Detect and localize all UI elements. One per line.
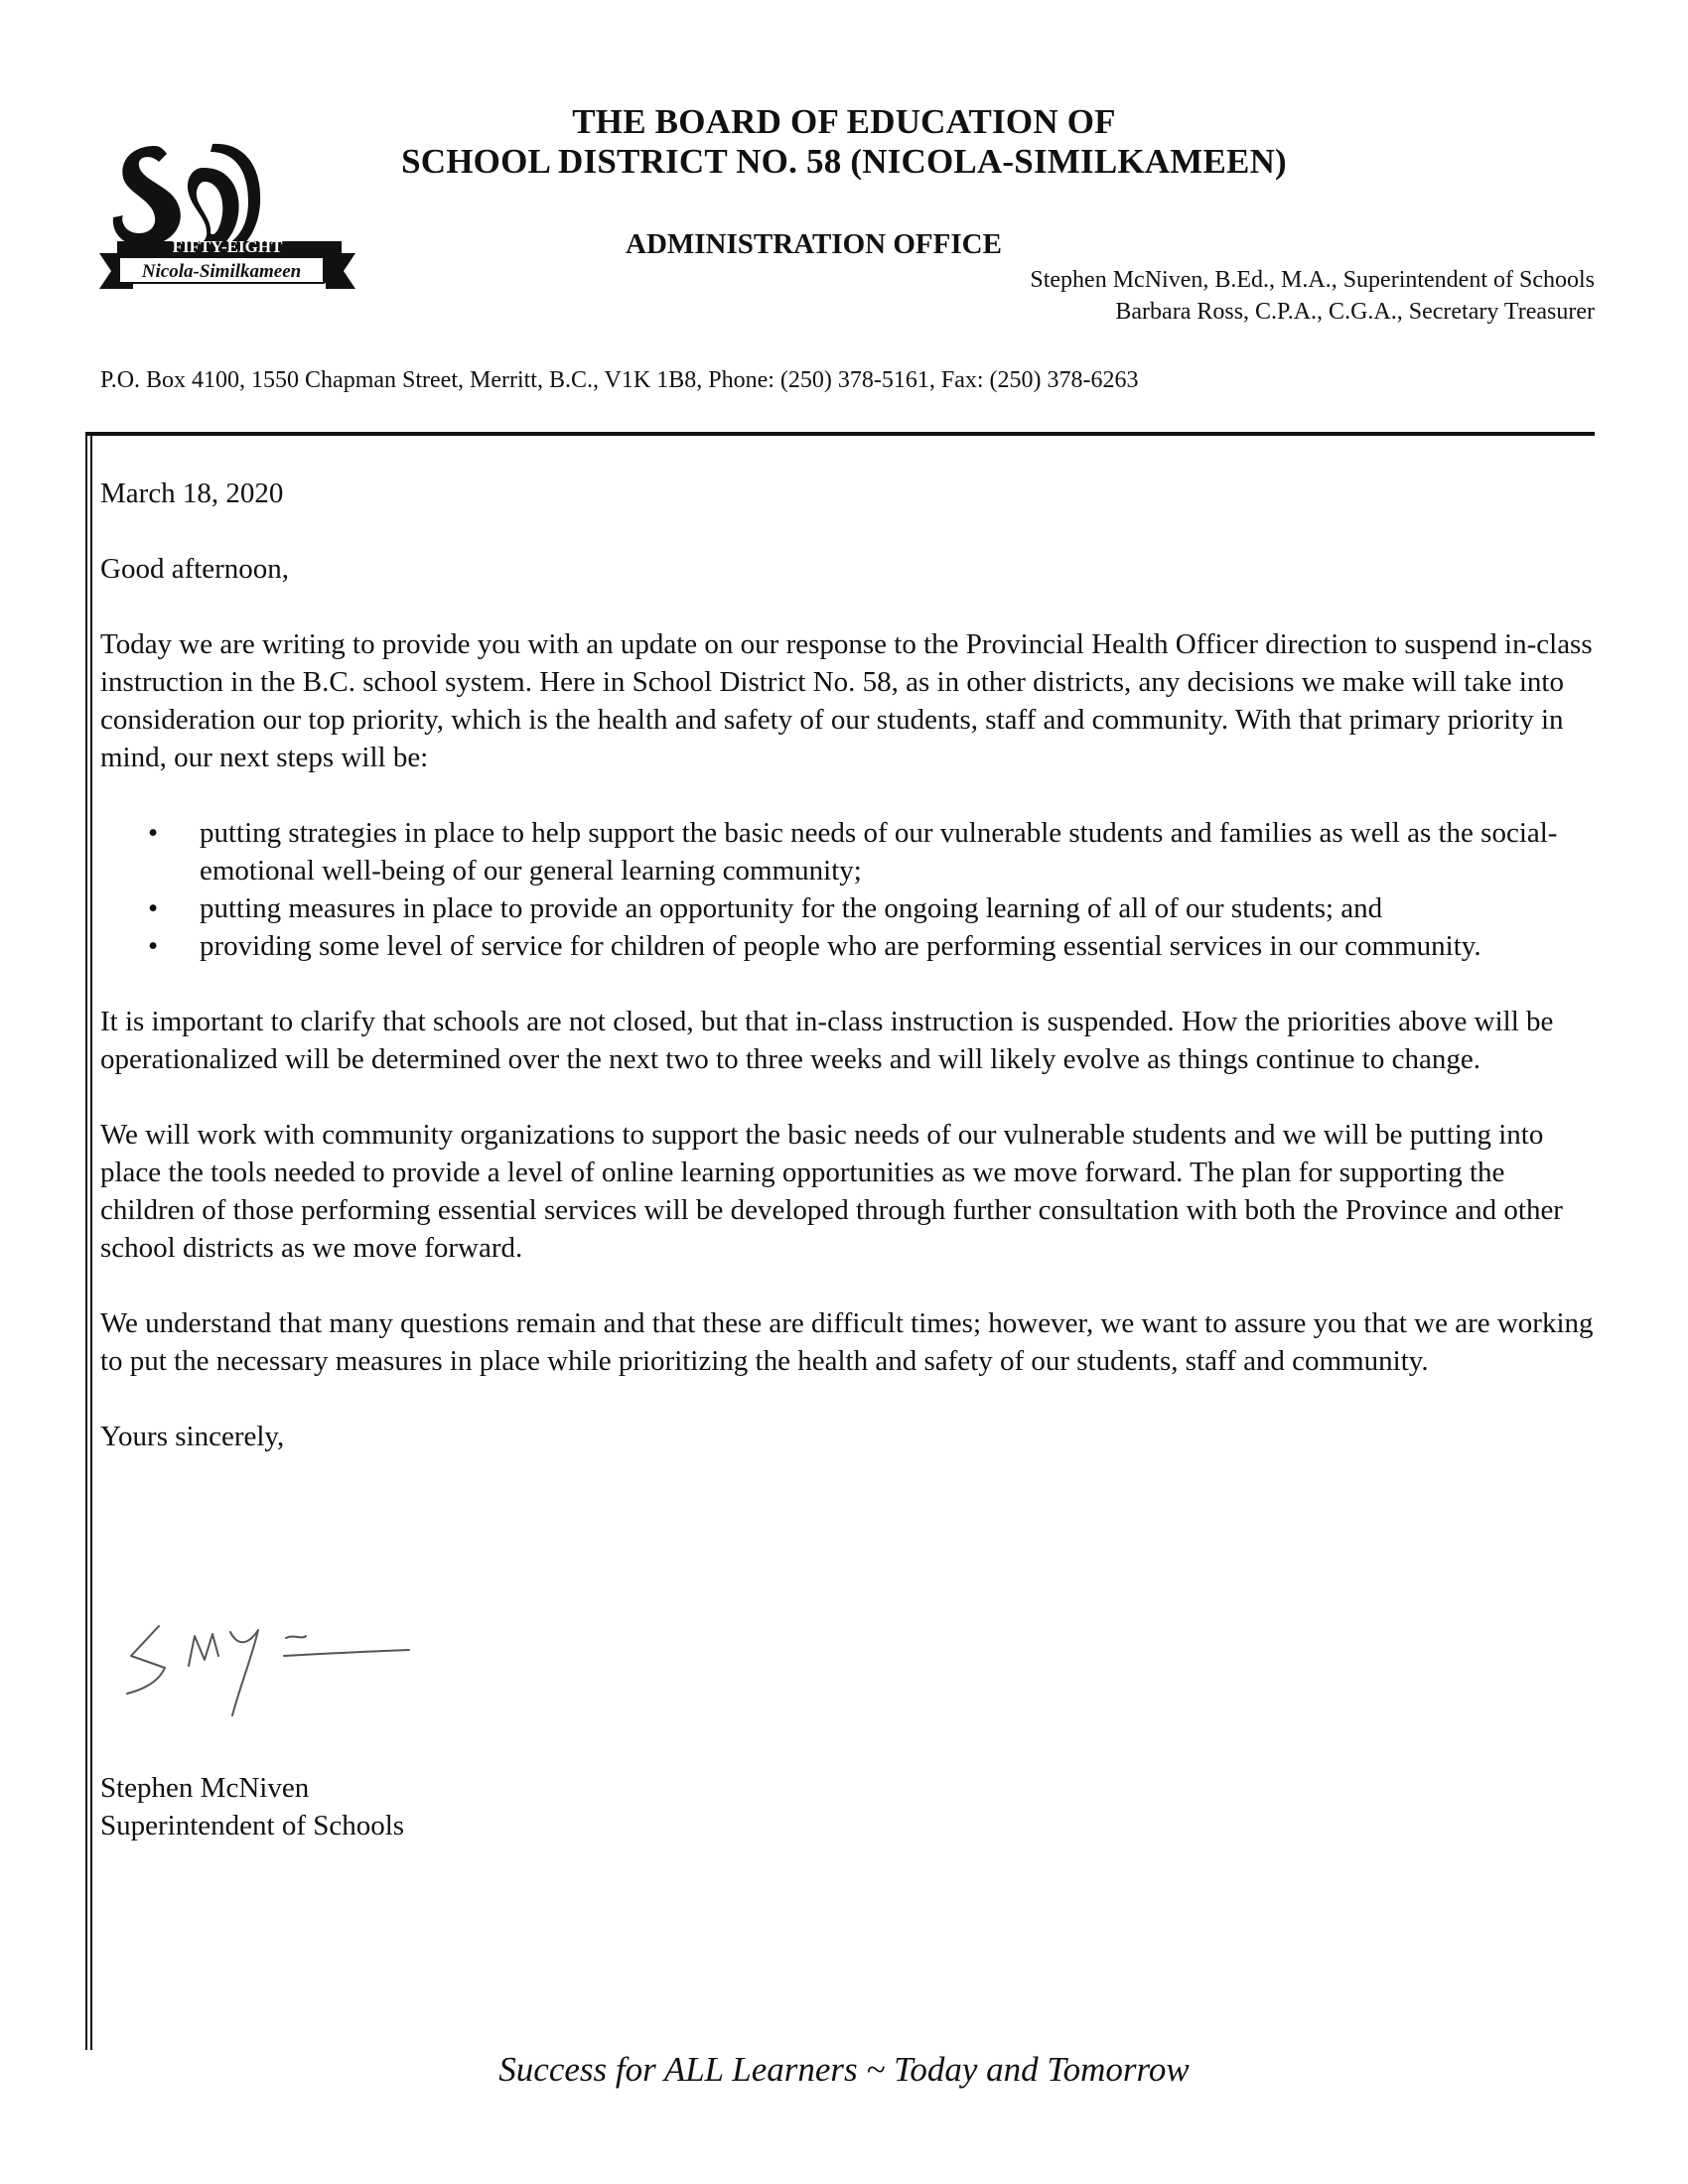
signer-name: Stephen McNiven xyxy=(100,1772,310,1804)
signer-block xyxy=(100,1769,404,1844)
footer-motto: Success for ALL Learners ~ Today and Tomorrow xyxy=(498,2050,1190,2089)
letter-paragraph-1: Today we are writing to provide you with an update on our response to the Provincial Health Officer direction to suspend in-class instruction in the B.C. school system. Here in School District No. 58, as in other districts, any decisions we make will take into consideration our top priority, which is the health and safety of our students, staff and community. With that primary priority in mind, our next steps will be: xyxy=(100,628,1593,773)
letter-paragraph-4: We understand that many questions remain and that these are difficult times; however, we want to assure you that we are working to put the necessary measures in place while prioritizing the health and safety of our students, staff and community. xyxy=(100,1307,1594,1377)
signer-title: Superintendent of Schools xyxy=(100,1810,405,1842)
logo-banner-bottom: Nicola-Similkameen xyxy=(141,261,302,282)
logo-monogram xyxy=(113,146,181,246)
contact-address: P.O. Box 4100, 1550 Chapman Street, Merritt, B.C., V1K 1B8, Phone: (250) 378-5161, Fax: (250) 378-6263 xyxy=(100,367,1139,393)
letter-paragraph-3: We will work with community organizations to support the basic needs of our vulnerable students and we will be putting into place the tools needed to provide a level of online learning opportunities as we move forward. The plan for supporting the children of those performing essential services will be developed through further consultation with both the Province and other school districts as we move forward. xyxy=(100,1119,1563,1264)
office-heading: ADMINISTRATION OFFICE xyxy=(626,228,1002,260)
list-item: • putting measures in place to provide an opportunity for the ongoing learning of all of our students; and xyxy=(100,889,1600,927)
handwritten-signature xyxy=(119,1616,437,1735)
letter-greeting: Good afternoon, xyxy=(100,553,290,585)
frame-top-rule xyxy=(85,432,1595,436)
letter-body xyxy=(100,475,1600,1493)
letter-paragraph-2: It is important to clarify that schools are not closed, but that in-class instruction is suspended. How the priorities above will be operationalized will be determined over the next two to three weeks and will likely evolve as things continue to change. xyxy=(100,1006,1554,1075)
district-logo xyxy=(93,134,361,313)
next-steps-list xyxy=(100,814,1600,965)
logo-banner-top: FIFTY-EIGHT xyxy=(172,237,283,256)
board-title-line1: THE BOARD OF EDUCATION OF xyxy=(572,102,1116,141)
board-title-line2: SCHOOL DISTRICT NO. 58 (NICOLA-SIMILKAMEEN) xyxy=(401,142,1287,181)
board-title xyxy=(338,102,1350,182)
officers-list xyxy=(1030,264,1595,328)
officer-secretary-treasurer: Barbara Ross, C.P.A., C.G.A., Secretary Treasurer xyxy=(1115,299,1595,325)
list-item: • putting strategies in place to help support the basic needs of our vulnerable students and families as well as the social-emotional well-being of our general learning community; xyxy=(100,814,1600,889)
officer-superintendent: Stephen McNiven, B.Ed., M.A., Superintendent of Schools xyxy=(1030,267,1595,293)
letter-closing: Yours sincerely, xyxy=(100,1421,285,1452)
letter-date: March 18, 2020 xyxy=(100,478,284,509)
frame-left-rule xyxy=(85,432,92,2050)
list-item: • providing some level of service for children of people who are performing essential services in our community. xyxy=(100,927,1600,965)
